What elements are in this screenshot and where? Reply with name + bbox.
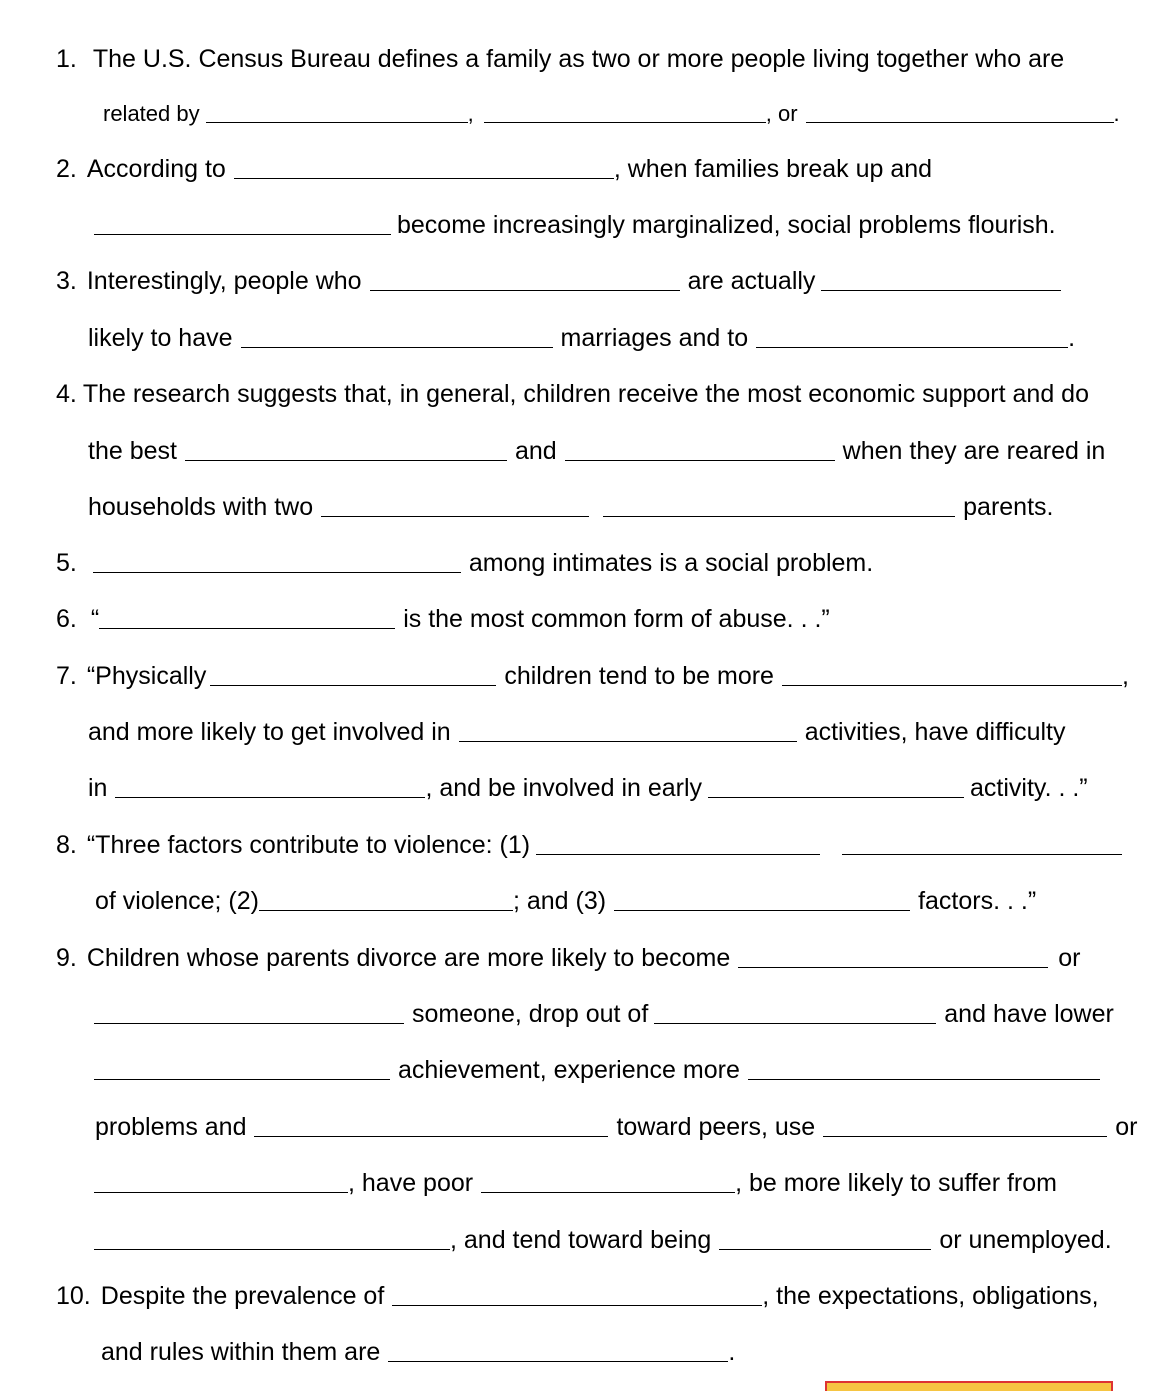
q9-text-d: and have lower: [944, 1000, 1114, 1028]
q2-number: 2.: [56, 155, 77, 183]
q2-text-a: According to: [86, 155, 226, 183]
question-3: [56, 264, 1061, 298]
q4-text-d: when they are reared in: [842, 437, 1106, 465]
q3-line-2: [88, 321, 1075, 355]
q7-text-e: activities, have difficulty: [804, 718, 1066, 746]
q9-text-j: , be more likely to suffer from: [735, 1169, 1057, 1197]
q3-number: 3.: [56, 267, 77, 295]
q3-blank-3[interactable]: [241, 325, 553, 348]
q4-blank-2[interactable]: [565, 438, 835, 461]
q7-line-3: [88, 771, 1088, 805]
q9-text-b: or: [1058, 944, 1081, 972]
q3-period: .: [1068, 324, 1076, 352]
q8-text-d: factors. . .”: [918, 887, 1037, 915]
q7-text-f: in: [88, 774, 108, 802]
q8-blank-3[interactable]: [259, 888, 513, 911]
q8-text-a: “Three factors contribute to violence: (1): [86, 831, 531, 859]
q4-text-b: the best: [88, 437, 177, 465]
q9-blank-11[interactable]: [719, 1227, 931, 1250]
q9-text-e: achievement, experience more: [398, 1056, 740, 1084]
question-6: [56, 602, 830, 636]
q1-text-related: related by: [103, 101, 200, 126]
q7-blank-5[interactable]: [708, 775, 964, 798]
q3-text-c: likely to have: [88, 324, 233, 352]
q3-text-d: marriages and to: [560, 324, 749, 352]
q6-number: 6.: [56, 605, 77, 633]
q2-blank-2[interactable]: [94, 212, 391, 235]
q7-blank-4[interactable]: [115, 775, 425, 798]
q8-text-b: of violence; (2): [95, 887, 259, 915]
q4-number: 4.: [56, 380, 77, 408]
q4-text-f: parents.: [963, 493, 1054, 521]
q3-blank-1[interactable]: [370, 268, 680, 291]
q9-blank-1[interactable]: [738, 945, 1048, 968]
q10-text-b: , the expectations, obligations,: [762, 1282, 1099, 1310]
q5-text-a: among intimates is a social problem.: [468, 549, 874, 577]
q9-blank-7[interactable]: [823, 1114, 1107, 1137]
q5-number: 5.: [56, 549, 77, 577]
q9-text-c: someone, drop out of: [412, 1000, 649, 1028]
q9-line-5: [94, 1166, 1057, 1200]
q1-comma: ,: [467, 101, 474, 126]
q4-blank-1[interactable]: [185, 438, 507, 461]
q9-line-3: [94, 1053, 1100, 1087]
q8-number: 8.: [56, 831, 77, 859]
q9-blank-6[interactable]: [254, 1114, 608, 1137]
question-10: [56, 1279, 1099, 1313]
q6-text-a: is the most common form of abuse. . .”: [403, 605, 830, 633]
q9-line-6: [94, 1223, 1112, 1257]
q9-blank-4[interactable]: [94, 1057, 390, 1080]
question-2: [56, 152, 932, 186]
q2-text-b: , when families break up and: [613, 155, 933, 183]
highlight-box-edge: [825, 1381, 1113, 1391]
q1-blank-1[interactable]: [206, 100, 468, 123]
q9-line-2: [94, 997, 1114, 1031]
q4-line-3: [88, 490, 1053, 524]
q7-blank-3[interactable]: [459, 719, 797, 742]
question-8: [56, 828, 1122, 862]
q10-period: .: [728, 1338, 736, 1366]
q1-number: 1.: [56, 45, 77, 73]
q9-text-f: problems and: [95, 1113, 247, 1141]
q8-text-c: ; and (3): [512, 887, 607, 915]
q1-blank-3[interactable]: [806, 100, 1114, 123]
q4-text-a: The research suggests that, in general, children receive the most economic support and do: [82, 380, 1089, 408]
q6-open-quote: “: [90, 605, 100, 633]
q9-blank-10[interactable]: [94, 1227, 450, 1250]
q4-text-c: and: [514, 437, 557, 465]
q10-blank-2[interactable]: [388, 1339, 728, 1362]
q9-blank-8[interactable]: [94, 1170, 348, 1193]
q1-or: , or: [765, 101, 798, 126]
q8-blank-4[interactable]: [614, 888, 910, 911]
q7-blank-2[interactable]: [782, 663, 1122, 686]
q9-blank-3[interactable]: [654, 1001, 936, 1024]
q7-text-d: and more likely to get involved in: [88, 718, 451, 746]
q9-line-4: [95, 1110, 1137, 1144]
q9-number: 9.: [56, 944, 77, 972]
q2-blank-1[interactable]: [234, 156, 614, 179]
q3-blank-4[interactable]: [756, 325, 1068, 348]
q9-blank-5[interactable]: [748, 1057, 1100, 1080]
q4-blank-4[interactable]: [603, 494, 955, 517]
q2-line-2: [94, 208, 1056, 242]
q7-text-h: activity. . .”: [970, 774, 1088, 802]
question-4: [56, 377, 1089, 411]
q9-text-i: , have poor: [348, 1169, 474, 1197]
q7-line-2: [88, 715, 1065, 749]
q10-text-a: Despite the prevalence of: [100, 1282, 385, 1310]
q9-text-a: Children whose parents divorce are more likely to become: [86, 944, 731, 972]
question-7: [56, 659, 1129, 693]
q7-blank-1[interactable]: [210, 663, 496, 686]
question-5: [56, 546, 873, 580]
q10-text-c: and rules within them are: [101, 1338, 381, 1366]
q7-text-a: “Physically: [86, 662, 207, 690]
q6-blank-1[interactable]: [99, 606, 395, 629]
q9-blank-2[interactable]: [94, 1001, 404, 1024]
q1-period: .: [1113, 101, 1120, 126]
q2-text-c: become increasingly marginalized, social problems flourish.: [397, 211, 1056, 239]
q3-blank-2[interactable]: [821, 268, 1061, 291]
q7-comma: ,: [1121, 662, 1129, 690]
q3-text-b: are actually: [687, 267, 816, 295]
q10-line-2: [101, 1335, 735, 1369]
q10-blank-1[interactable]: [392, 1283, 762, 1306]
q10-number: 10.: [56, 1282, 91, 1310]
q8-blank-2[interactable]: [842, 832, 1122, 855]
question-9: [56, 941, 1080, 975]
q8-line-2: [95, 884, 1036, 918]
q9-text-g: toward peers, use: [616, 1113, 816, 1141]
q7-text-g: , and be involved in early: [425, 774, 703, 802]
q1-text: The U.S. Census Bureau defines a family as two or more people living together who are: [92, 45, 1065, 73]
q7-number: 7.: [56, 662, 77, 690]
q1-line-2: [103, 97, 1120, 131]
q9-text-l: or unemployed.: [939, 1226, 1112, 1254]
q4-text-e: households with two: [88, 493, 314, 521]
q9-text-h: or: [1115, 1113, 1138, 1141]
q4-line-2: [88, 434, 1105, 468]
q9-text-k: , and tend toward being: [450, 1226, 712, 1254]
q4-blank-3[interactable]: [321, 494, 589, 517]
q5-blank-1[interactable]: [93, 550, 461, 573]
question-1: [56, 42, 1064, 76]
q3-text-a: Interestingly, people who: [86, 267, 362, 295]
q1-blank-2[interactable]: [484, 100, 766, 123]
q8-blank-1[interactable]: [536, 832, 820, 855]
q9-blank-9[interactable]: [481, 1170, 735, 1193]
q7-text-b: children tend to be more: [504, 662, 774, 690]
